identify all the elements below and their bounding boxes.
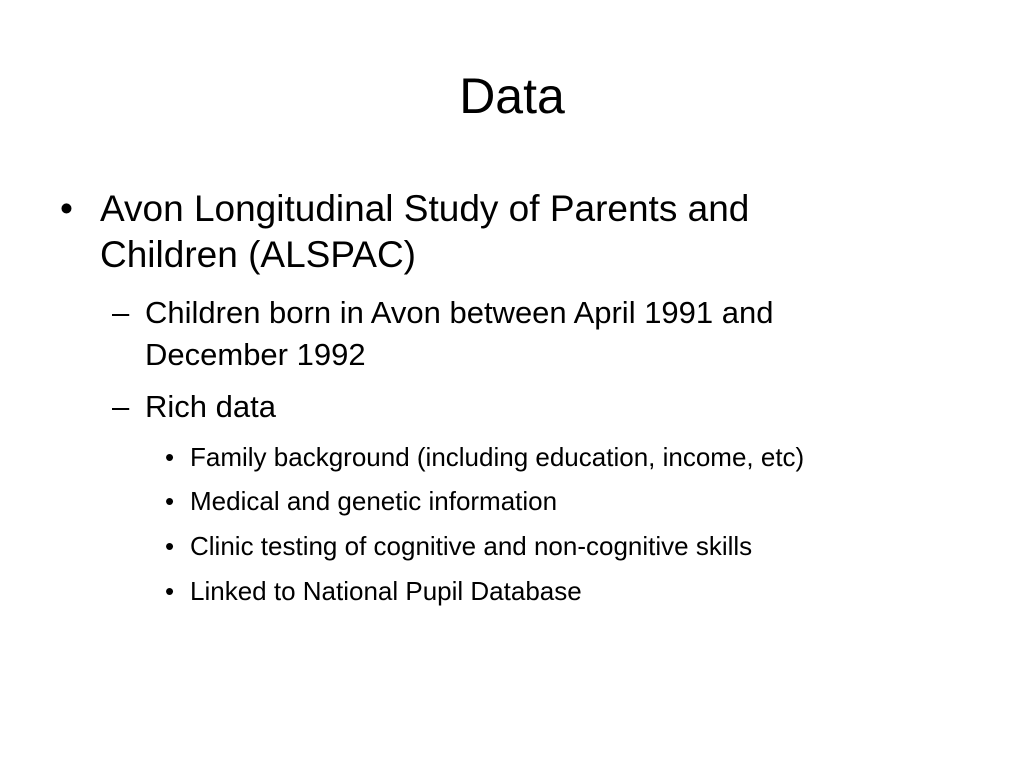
bullet-level3-family-background <box>165 435 985 479</box>
bullet-marker: • <box>165 531 175 561</box>
bullet-marker: • <box>165 442 175 472</box>
bullet-text: Clinic testing of cognitive and non-cognitive skills <box>190 531 753 561</box>
dash-marker: – <box>112 295 130 330</box>
bullet-text <box>145 292 915 376</box>
bullet-level3-medical-genetic <box>165 479 985 523</box>
bullet-text: Medical and genetic information <box>190 486 558 516</box>
bullet-text-line1: Avon Longitudinal Study of Parents and <box>100 188 750 229</box>
slide-title: Data <box>459 68 565 124</box>
bullet-marker: • <box>165 576 175 606</box>
bullet-text-line2: Children (ALSPAC) <box>100 234 416 275</box>
bullet-level3-clinic-testing <box>165 524 985 568</box>
bullet-text-line2: December 1992 <box>145 337 366 372</box>
bullet-text <box>100 186 860 278</box>
bullet-text: Family background (including education, income, etc) <box>190 442 805 472</box>
bullet-level3-national-pupil-database <box>165 569 985 613</box>
bullet-text: Rich data <box>145 389 276 424</box>
bullet-marker: • <box>165 486 175 516</box>
bullet-text: Linked to National Pupil Database <box>190 576 582 606</box>
bullet-text-line1: Children born in Avon between April 1991 and <box>145 295 774 330</box>
bullet-level1-alspac <box>60 186 880 278</box>
bullet-level2-children-born <box>112 292 932 376</box>
bullet-level2-rich-data <box>112 386 932 428</box>
bullet-marker: • <box>60 188 73 229</box>
dash-marker: – <box>112 389 130 424</box>
